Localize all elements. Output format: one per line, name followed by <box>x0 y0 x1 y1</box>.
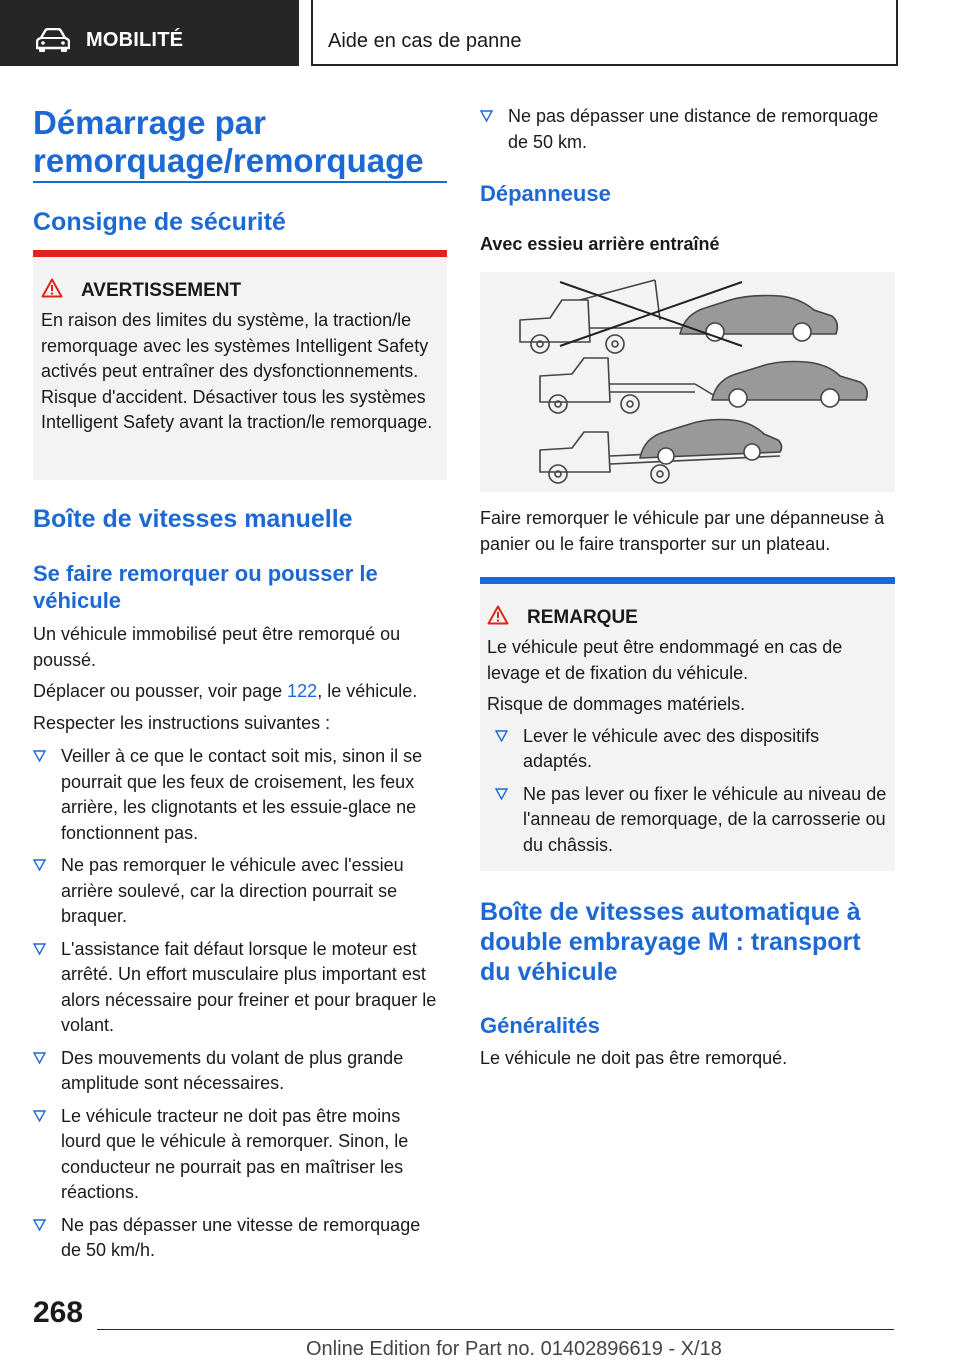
list-item <box>33 744 445 846</box>
paragraph-move-push <box>33 679 445 705</box>
note-title-row <box>487 605 887 629</box>
list-item <box>495 724 887 775</box>
list-item-text: Ne pas remorquer le véhicule avec l'essieu arrière soulevé, car la direction pourrait se braquer. <box>61 855 404 926</box>
list-item-text: Le véhicule tracteur ne doit pas être moins lourd que le véhicule à remorquer. Sinon, le conducteur ne pourrait pas en maîtriser les réactions. <box>61 1105 409 1202</box>
tow-truck-dolly <box>540 358 867 413</box>
header-section-tab <box>0 0 299 66</box>
auto-gearbox-heading: Boîte de vitesses automatique à double embrayage M : transport du véhicule <box>480 898 861 986</box>
title-divider <box>33 181 447 183</box>
warning-text: En raison des limites du système, la traction/le remorquage avec les systèmes Intelligent Safety activés peut entraîner des dysfonctionnements. Risque d'accident. Désactiver tous les systèmes Intelligent Safety avant la traction/le remorquage. <box>41 310 433 432</box>
list-item-text: Lever le véhicule avec des dispositifs adaptés. <box>523 725 820 771</box>
footer-divider <box>97 1329 894 1330</box>
rear-axle-heading: Avec essieu arrière entraîné <box>480 234 720 254</box>
note-title: REMARQUE <box>527 607 638 628</box>
general-text: Le véhicule ne doit pas être remorqué. <box>480 1048 788 1068</box>
safety-heading: Consigne de sécurité <box>33 208 286 236</box>
tow-truck-illustration <box>480 272 895 492</box>
note-box <box>480 577 895 871</box>
note-risk: Risque de dommages matériels. <box>487 694 746 714</box>
paragraph-instructions: Respecter les instructions suivantes : <box>33 712 331 733</box>
page-number: 268 <box>33 1296 84 1329</box>
warning-triangle-icon <box>41 278 63 298</box>
paragraph-immobilised: Un véhicule immobilisé peut être remorqué ou poussé. <box>33 624 401 670</box>
list-item-text: Ne pas lever ou fixer le véhicule au niveau de l'anneau de remorquage, de la carrosserie ou du châssis. <box>523 783 887 855</box>
warning-title: AVERTISSEMENT <box>81 280 242 301</box>
towing-illustration <box>480 272 895 492</box>
footer-edition: Online Edition for Part no. 01402896619 - X/18 <box>306 1338 722 1360</box>
page-link-122[interactable]: 122 <box>287 681 318 701</box>
list-item <box>480 104 892 155</box>
flatbed-truck <box>540 420 782 484</box>
list-item <box>33 1213 445 1264</box>
triangle-bullet-icon <box>495 730 508 742</box>
tow-push-heading: Se faire remorquer ou pousser le véhicule <box>33 561 378 613</box>
triangle-bullet-icon <box>33 750 46 762</box>
header-chapter-tab <box>311 0 898 66</box>
text-move-push-end: , le véhicule. <box>317 681 418 701</box>
note-list <box>495 724 887 859</box>
text-move-push: Déplacer ou pousser, voir page <box>33 681 288 701</box>
triangle-bullet-icon <box>33 1219 46 1231</box>
section-label: MOBILITÉ <box>86 29 184 51</box>
tow-truck-heading: Dépanneuse <box>480 181 611 206</box>
list-item-text: L'assistance fait défaut lorsque le moteur est arrêté. Un effort musculaire plus important est alors nécessaire pour freiner et pour braquer le volant. <box>61 938 437 1035</box>
general-heading: Généralités <box>480 1013 600 1038</box>
warning-bar <box>33 250 447 257</box>
triangle-bullet-icon <box>495 788 508 800</box>
list-item <box>33 937 445 1039</box>
triangle-bullet-icon <box>33 1052 46 1064</box>
chapter-title: Aide en cas de panne <box>328 30 522 52</box>
triangle-bullet-icon <box>33 859 46 871</box>
triangle-bullet-icon <box>33 943 46 955</box>
list-item-text: Ne pas dépasser une distance de remorquage de 50 km. <box>508 106 879 152</box>
list-item <box>33 1046 445 1097</box>
illustration-caption: Faire remorquer le véhicule par une dépanneuse à panier ou le faire transporter sur un plateau. <box>480 508 885 554</box>
car-icon <box>36 28 70 52</box>
list-item-text: Des mouvements du volant de plus grande amplitude sont nécessaires. <box>61 1047 404 1093</box>
warning-title-row <box>41 278 441 302</box>
list-item <box>495 782 887 859</box>
note-text: Le véhicule peut être endommagé en cas de levage et de fixation du véhicule. <box>487 637 843 683</box>
triangle-bullet-icon <box>33 1110 46 1122</box>
list-item <box>33 853 445 930</box>
warning-box <box>33 250 447 480</box>
triangle-bullet-icon <box>480 110 493 122</box>
list-item-text: Ne pas dépasser une vitesse de remorquage de 50 km/h. <box>61 1214 421 1260</box>
page-title: Démarrage par remorquage/remorquage <box>33 104 424 179</box>
instructions-list <box>33 744 445 1264</box>
distance-list <box>480 104 892 155</box>
list-item-text: Veiller à ce que le contact soit mis, sinon il se pourrait que les feux de croisement, les feux arrière, les clignotants et les essuie-glace ne fonctionnent pas. <box>61 746 423 843</box>
list-item <box>33 1104 445 1206</box>
tow-truck-lift <box>520 280 837 353</box>
manual-gearbox-heading: Boîte de vitesses manuelle <box>33 505 353 533</box>
warning-triangle-icon <box>487 605 509 625</box>
note-bar <box>480 577 895 584</box>
